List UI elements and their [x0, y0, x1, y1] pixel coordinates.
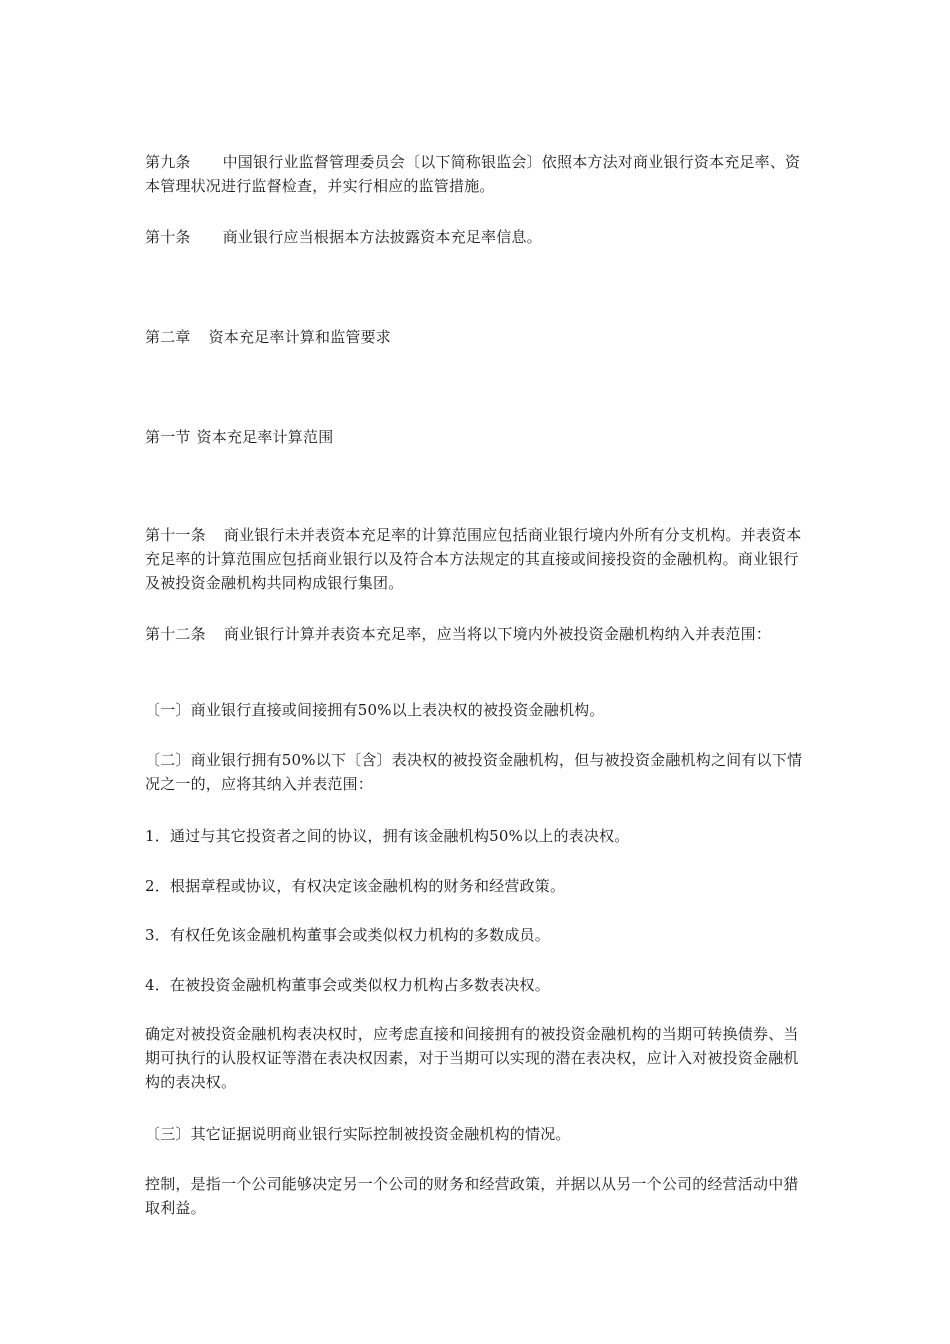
sub-item-2: 2．根据章程或协议，有权决定该金融机构的财务和经营政策。: [145, 877, 566, 895]
article-12-label: 第十二条: [145, 625, 206, 643]
article-10-label: 第十条: [145, 228, 191, 246]
list-item-1: 〔一〕商业银行直接或间接拥有50%以上表决权的被投资金融机构。: [145, 701, 605, 719]
control-definition: 控制，是指一个公司能够决定另一个公司的财务和经营政策，并据以从另一个公司的经营活动中猎取利益。: [145, 1175, 799, 1217]
chapter-label: 第二章: [145, 328, 191, 346]
article-12: [145, 622, 810, 646]
sub-item-1: 1．通过与其它投资者之间的协议，拥有该金融机构50%以上的表决权。: [145, 827, 630, 845]
list-item-3: 〔三〕其它证据说明商业银行实际控制被投资金融机构的情况。: [145, 1125, 571, 1143]
article-9-text: 中国银行业监督管理委员会〔以下简称银监会〕依照本方法对商业银行资本充足率、资本管理状况进行监督检查，并实行相应的监管措施。: [145, 153, 801, 195]
article-10-text: 商业银行应当根据本方法披露资本充足率信息。: [222, 228, 542, 246]
article-10: [145, 225, 810, 249]
article-9-label: 第九条: [145, 153, 191, 171]
sub-item-3: 3．有权任免该金融机构董事会或类似权力机构的多数成员。: [145, 926, 550, 944]
sub-item-4: 4．在被投资金融机构董事会或类似权力机构占多数表决权。: [145, 976, 550, 994]
article-11-label: 第十一条: [145, 526, 206, 544]
section-heading: [145, 425, 810, 449]
article-11: [145, 523, 810, 595]
article-12-text: 商业银行计算并表资本充足率，应当将以下境内外被投资金融机构纳入并表范围：: [223, 625, 772, 643]
section-label: 第一节: [145, 428, 191, 446]
list-item-2: 〔二〕商业银行拥有50%以下〔含〕表决权的被投资金融机构，但与被投资金融机构之间有以下情况之一的，应将其纳入并表范围：: [145, 751, 803, 793]
article-11-text: 商业银行未并表资本充足率的计算范围应包括商业银行境内外所有分支机构。并表资本充足率的计算范围应包括商业银行以及符合本方法规定的其直接或间接投资的金融机构。商业银行及被投资金融机构共同构成银行集团。: [145, 526, 802, 592]
section-title: 资本充足率计算范围: [196, 428, 334, 446]
article-9: [145, 150, 810, 198]
chapter-heading: [145, 325, 810, 349]
chapter-title: 资本充足率计算和监管要求: [208, 328, 392, 346]
voting-rights-note: 确定对被投资金融机构表决权时，应考虑直接和间接拥有的被投资金融机构的当期可转换债券、当期可执行的认股权证等潜在表决权因素，对于当期可以实现的潜在表决权，应计入对被投资金融机构的表决权。: [145, 1025, 799, 1091]
